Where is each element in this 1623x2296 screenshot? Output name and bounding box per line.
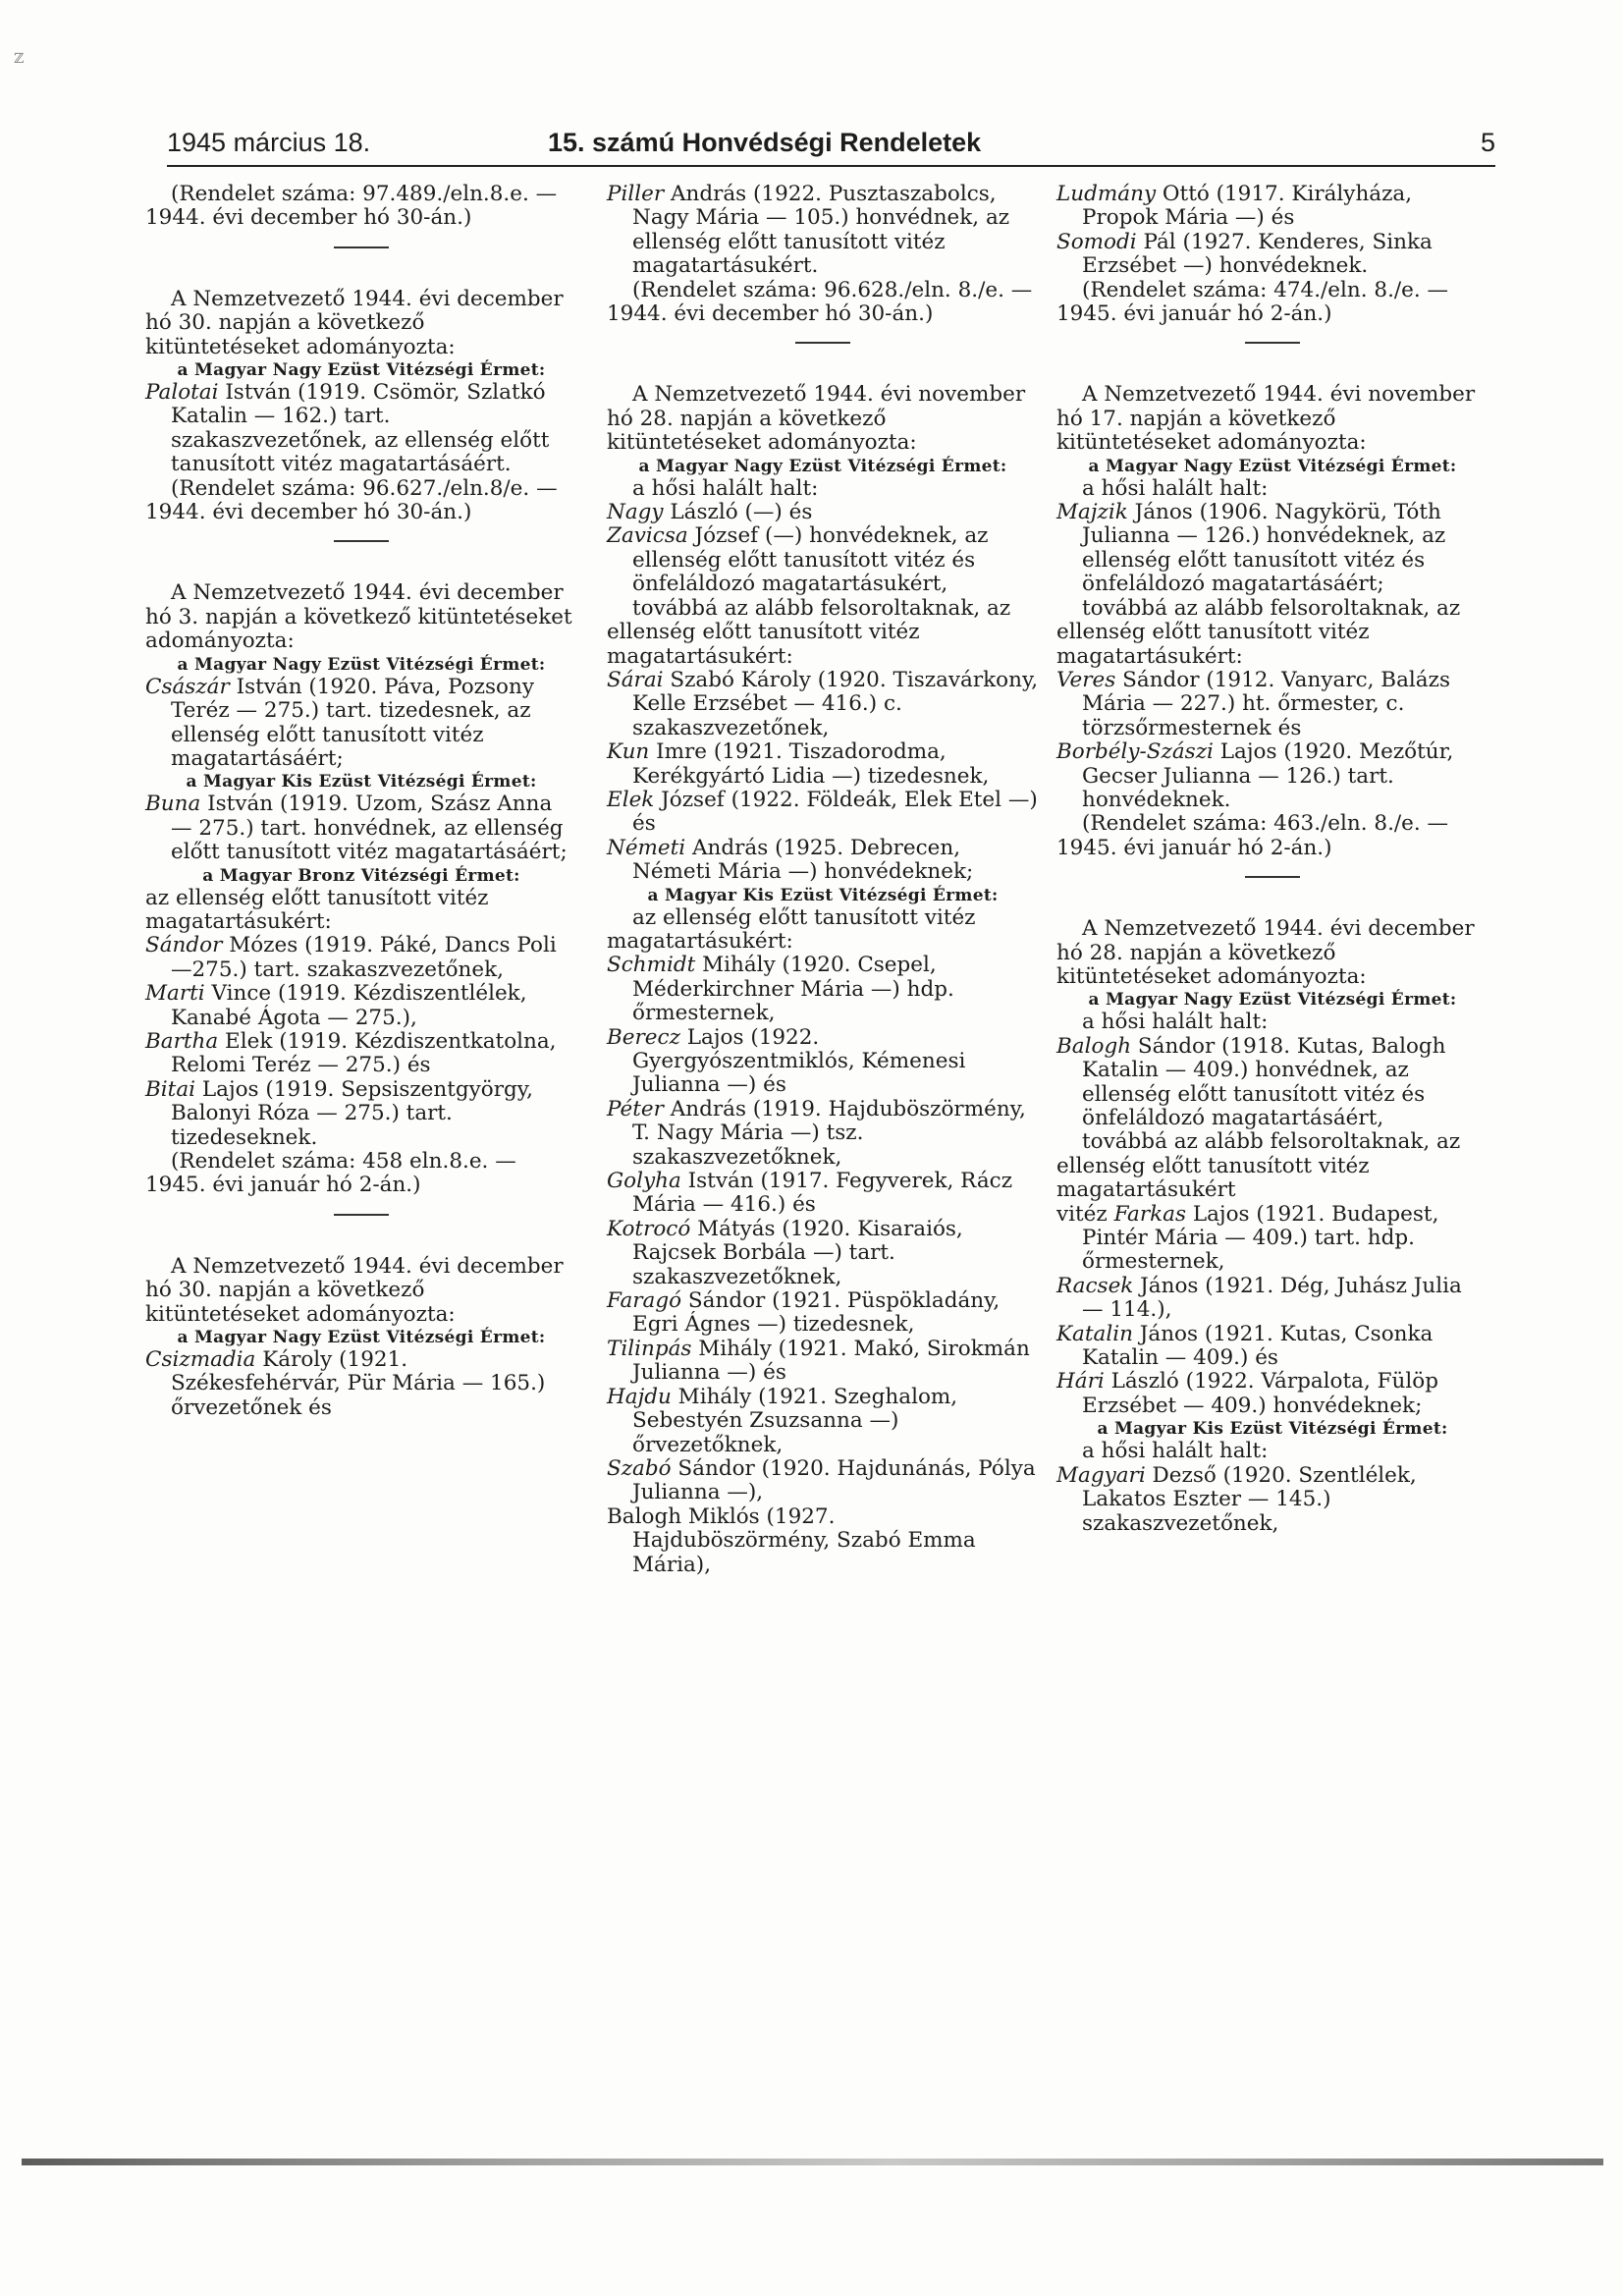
honoree-details: József (—) honvédeknek, az ellenség előtt tanusított vitéz és önfeláldozó magatartásukért,: [632, 523, 989, 597]
honoree-details: Lajos (1921. Budapest, Pintér Mária — 409.) tart. hdp. őrmesternek,: [1082, 1201, 1439, 1275]
honoree-details: Vince (1919. Kézdiszentlélek, Kanabé Ágota — 275.),: [171, 981, 527, 1030]
honoree-details: László (—) és: [663, 500, 813, 525]
honoree-entry: [145, 381, 577, 477]
honoree-name: Elek: [607, 787, 655, 812]
honoree-name: Magyari: [1056, 1462, 1146, 1488]
honoree-name: Katalin: [1056, 1321, 1133, 1346]
honoree-details: János (1906. Nagykörü, Tóth Julianna — 126.) honvédeknek, az ellenség előtt tanusított vitéz és önfeláldozó magatartásáért;: [1082, 500, 1446, 597]
honoree-name: Farkas: [1113, 1201, 1186, 1227]
citation-lead: továbbá az alább felsoroltaknak, az ellenség előtt tanusított vitéz magatartásukért:: [1056, 595, 1461, 669]
honoree-details: Sándor (1920. Hajdunánás, Pólya Julianna —),: [632, 1455, 1036, 1505]
honoree-details: Sándor (1912. Vanyarc, Balázs Mária — 227.) ht. őrmester, c. törzsőrmesternek és: [1082, 667, 1450, 740]
column-3: [1056, 183, 1488, 1536]
honoree-details: Lajos (1919. Sepsiszentgyörgy, Balonyi Róza — 275.) tart. tizedeseknek.: [171, 1076, 533, 1150]
honoree-details: Miklós (1927. Hajduböszörmény, Szabó Emma Mária),: [632, 1503, 976, 1577]
page-number: 5: [1480, 128, 1495, 157]
honoree-entry: [607, 524, 1039, 596]
honoree-entry: [1056, 669, 1488, 740]
decree-reference: (Rendelet száma: 96.627./eln.8/e. — 1944. évi december hó 30-án.): [145, 475, 558, 525]
honoree-details: László (1922. Várpalota, Fülöp Erzsébet — 409.) honvédeknek;: [1082, 1369, 1438, 1418]
honoree-details: Ottó (1917. Királyháza, Propok Mária —) és: [1082, 182, 1413, 231]
decree-intro: A Nemzetvezető 1944. évi december hó 3. napján a következő kitüntetéseket adományozta:: [145, 580, 572, 654]
honoree-details: János (1921. Kutas, Csonka Katalin — 409.) és: [1082, 1321, 1434, 1371]
honoree-entry: [145, 676, 577, 772]
honoree-entry: [607, 740, 1039, 789]
decree-intro: A Nemzetvezető 1944. évi november hó 28. napján a következő kitüntetéseket adományozta:: [607, 382, 1026, 456]
column-1: [145, 183, 577, 1420]
honoree-name: Borbély-Szászi: [1056, 739, 1214, 765]
honoree-name: Tilinpás: [607, 1336, 692, 1361]
decree-reference: (Rendelet száma: 463./eln. 8./e. — 1945. évi január hó 2-án.): [1056, 811, 1449, 860]
honoree-details: Szabó Károly (1920. Tiszavárkony, Kelle Erzsébet — 416.) c. szakaszvezetőnek,: [632, 667, 1039, 740]
honoree-name: Nagy: [607, 500, 664, 525]
award-heading: a Magyar Kis Ezüst Vitézségi Érmet:: [647, 885, 999, 905]
honoree-entry: [1056, 740, 1488, 812]
decree-reference: (Rendelet száma: 458 eln.8.e. — 1945. évi január hó 2-án.): [145, 1149, 516, 1198]
honoree-details: József (1922. Földeák, Elek Etel —) és: [632, 787, 1038, 837]
section-divider: [334, 1214, 389, 1216]
honoree-entry: [607, 669, 1039, 740]
award-heading: a Magyar Nagy Ezüst Vitézségi Érmet:: [1088, 456, 1457, 476]
honoree-name: Kotrocó: [607, 1216, 691, 1241]
citation-lead: az ellenség előtt tanusított vitéz magatartásukért:: [607, 904, 976, 954]
honoree-entry: [607, 1338, 1039, 1386]
award-heading: a Magyar Nagy Ezüst Vitézségi Érmet:: [177, 654, 546, 675]
honoree-name: Majzik: [1056, 500, 1128, 525]
honoree-name: Palotai: [145, 380, 219, 406]
honoree-entry: [607, 1170, 1039, 1218]
honoree-entry: [145, 982, 577, 1030]
honoree-details: Sándor (1918. Kutas, Balogh Katalin — 409.) honvédnek, az ellenség előtt tanusított vitéz és önfeláldozó magatartásáért,: [1082, 1033, 1446, 1130]
citation-lead: a hősi halált halt:: [1082, 1439, 1269, 1464]
honoree-name: Veres: [1056, 667, 1116, 692]
citation-lead: a hősi halált halt:: [1082, 475, 1269, 501]
honoree-details: András (1922. Pusztaszabolcs, Nagy Mária — 105.) honvédnek, az ellenség előtt tanusított vitéz magatartásukért.: [632, 182, 1010, 279]
citation-lead: továbbá az alább felsoroltaknak, az ellenség előtt tanusított vitéz magatartásukért: [1056, 1129, 1461, 1203]
honoree-name: Zavicsa: [607, 523, 688, 549]
column-2: [607, 183, 1039, 1577]
honoree-details: István (1917. Fegyverek, Rácz Mária — 416.) és: [632, 1169, 1013, 1218]
publication-title: 15. számú Honvédségi Rendeletek: [548, 128, 982, 157]
honoree-name: Szabó: [607, 1455, 672, 1481]
honoree-details: András (1919. Hajduböszörmény, T. Nagy Mária —) tsz. szakaszvezetőknek,: [632, 1096, 1026, 1170]
decree-intro: A Nemzetvezető 1944. évi november hó 17. napján a következő kitüntetéseket adományozta:: [1056, 382, 1476, 456]
award-heading: a Magyar Nagy Ezüst Vitézségi Érmet:: [177, 1328, 546, 1348]
honoree-entry: [145, 793, 577, 864]
decree-reference: (Rendelet száma: 97.489./eln.8.e. — 1944. évi december hó 30-án.): [145, 182, 558, 231]
honoree-name: Balogh: [607, 1503, 682, 1529]
honoree-details: Sándor (1921. Püspökladány, Egri Ágnes —) tizedesnek,: [632, 1288, 1001, 1338]
honoree-entry: [607, 1218, 1039, 1289]
citation-lead: a hősi halált halt:: [632, 475, 819, 501]
honoree-entry: [607, 789, 1039, 837]
honoree-name: Buna: [145, 792, 201, 817]
honoree-entry: [1056, 1323, 1488, 1371]
honoree-entry: [145, 1030, 577, 1078]
issue-date: 1945 március 18.: [167, 128, 371, 157]
honoree-entry: [1056, 1464, 1488, 1536]
honoree-name: Kun: [607, 739, 650, 765]
award-heading: a Magyar Bronz Vitézségi Érmet:: [202, 865, 520, 886]
section-divider: [1245, 342, 1300, 344]
honoree-entry: [1056, 231, 1488, 279]
honoree-details: Lajos (1920. Mezőtúr, Gecser Julianna — 126.) tart. honvédeknek.: [1082, 739, 1454, 812]
honoree-details: Mózes (1919. Páké, Dancs Poli —275.) tart. szakaszvezetőnek,: [171, 933, 557, 982]
honoree-prefix: vitéz: [1056, 1201, 1114, 1227]
honoree-details: Mihály (1920. Csepel, Méderkirchner Mária —) hdp. őrmesternek,: [632, 953, 954, 1026]
honoree-details: Károly (1921. Székesfehérvár, Pür Mária — 165.) őrvezetőnek és: [171, 1347, 546, 1420]
award-heading: a Magyar Nagy Ezüst Vitézségi Érmet:: [638, 456, 1007, 476]
honoree-name: Sándor: [145, 933, 223, 958]
honoree-name: Hajdu: [607, 1384, 672, 1409]
decree-intro: A Nemzetvezető 1944. évi december hó 28. napján a következő kitüntetéseket adományozta:: [1056, 916, 1475, 989]
honoree-name: Csizmadia: [145, 1347, 256, 1373]
decree-reference: (Rendelet száma: 96.628./eln. 8./e. — 1944. évi december hó 30-án.): [607, 277, 1033, 327]
section-divider: [1245, 876, 1300, 878]
honoree-details: Pál (1927. Kenderes, Sinka Erzsébet —) honvédeknek.: [1082, 229, 1433, 279]
section-divider: [334, 246, 389, 248]
honoree-details: Mihály (1921. Szeghalom, Sebestyén Zsuzsanna —) őrvezetőknek,: [632, 1384, 958, 1457]
honoree-entry: [1056, 1203, 1488, 1275]
honoree-entry: [607, 1098, 1039, 1170]
honoree-name: Marti: [145, 981, 205, 1007]
page-bottom-rule: [22, 2159, 1603, 2165]
award-heading: a Magyar Kis Ezüst Vitézségi Érmet:: [1097, 1419, 1448, 1440]
honoree-entry: [607, 1505, 1039, 1577]
honoree-details: Elek (1919. Kézdiszentkatolna, Relomi Teréz — 275.) és: [171, 1028, 557, 1078]
citation-lead: továbbá az alább felsoroltaknak, az ellenség előtt tanusított vitéz magatartásukért:: [607, 595, 1011, 669]
honoree-entry: [1056, 1275, 1488, 1323]
honoree-name: Berecz: [607, 1024, 680, 1050]
honoree-name: Sárai: [607, 667, 664, 692]
honoree-name: Golyha: [607, 1169, 681, 1194]
honoree-entry: [1056, 1035, 1488, 1131]
honoree-entry: [145, 1078, 577, 1150]
honoree-name: Császár: [145, 674, 230, 699]
honoree-details: Lajos (1922. Gyergyószentmiklós, Kémenesi Julianna —) és: [632, 1024, 966, 1098]
honoree-name: Ludmány: [1056, 182, 1157, 206]
honoree-name: Somodi: [1056, 229, 1137, 254]
section-divider: [795, 342, 850, 344]
citation-lead: a hősi halált halt:: [1082, 1010, 1269, 1035]
corner-mark: ℤ: [14, 51, 25, 67]
honoree-entry: [1056, 501, 1488, 597]
honoree-details: István (1919. Uzom, Szász Anna — 275.) tart. honvédnek, az ellenség előtt tanusított vitéz magatartásáért;: [171, 792, 568, 865]
honoree-entry: [607, 1289, 1039, 1338]
honoree-entry: [1056, 1370, 1488, 1418]
award-heading: a Magyar Nagy Ezüst Vitézségi Érmet:: [177, 360, 546, 381]
page-header: [167, 126, 1495, 167]
honoree-details: István (1920. Páva, Pozsony Teréz — 275.) tart. tizedesnek, az ellenség előtt tanusított vitéz magatartásáért;: [171, 674, 534, 771]
honoree-entry: [1056, 183, 1488, 231]
honoree-entry: [607, 837, 1039, 885]
honoree-details: Mihály (1921. Makó, Sirokmán Julianna —) és: [632, 1336, 1030, 1386]
honoree-name: Balogh: [1056, 1033, 1132, 1059]
honoree-name: Schmidt: [607, 953, 696, 978]
honoree-details: István (1919. Csömör, Szlatkó Katalin — 162.) tart. szakaszvezetőnek, az ellenség előtt tanusított vitéz magatartásáért.: [171, 380, 550, 477]
honoree-entry: [607, 1457, 1039, 1505]
honoree-name: Faragó: [607, 1288, 682, 1314]
honoree-entry: [145, 934, 577, 982]
honoree-details: Imre (1921. Tiszadorodma, Kerékgyártó Lidia —) tizedesnek,: [632, 739, 990, 789]
honoree-entry: [607, 954, 1039, 1025]
honoree-name: Hári: [1056, 1369, 1105, 1394]
citation-lead: az ellenség előtt tanusított vitéz magatartásukért:: [145, 885, 489, 934]
decree-intro: A Nemzetvezető 1944. évi december hó 30. napján a következő kitüntetéseket adományozta:: [145, 286, 564, 359]
honoree-name: Bartha: [145, 1028, 219, 1054]
honoree-entry: [607, 501, 1039, 524]
honoree-name: Piller: [607, 182, 665, 206]
honoree-name: Németi: [607, 835, 686, 860]
decree-intro: A Nemzetvezető 1944. évi december hó 30. napján a következő kitüntetéseket adományozta:: [145, 1253, 564, 1327]
honoree-entry: [607, 1386, 1039, 1457]
honoree-entry: [607, 183, 1039, 279]
honoree-entry: [607, 1026, 1039, 1098]
honoree-details: János (1921. Dég, Juhász Julia — 114.),: [1082, 1273, 1462, 1323]
award-heading: a Magyar Kis Ezüst Vitézségi Érmet:: [186, 772, 537, 793]
section-divider: [334, 540, 389, 542]
honoree-details: András (1925. Debrecen, Németi Mária —) honvédeknek;: [632, 835, 974, 885]
honoree-entry: [145, 1348, 577, 1420]
decree-reference: (Rendelet száma: 474./eln. 8./e. — 1945. évi január hó 2-án.): [1056, 277, 1449, 327]
honoree-name: Bitai: [145, 1076, 196, 1102]
honoree-name: Racsek: [1056, 1273, 1134, 1298]
honoree-name: Péter: [607, 1096, 664, 1121]
honoree-details: Mátyás (1920. Kisaraiós, Rajcsek Borbála —) tart. szakaszvezetőknek,: [632, 1216, 963, 1289]
award-heading: a Magyar Nagy Ezüst Vitézségi Érmet:: [1088, 990, 1457, 1011]
honoree-details: Dezső (1920. Szentlélek, Lakatos Eszter — 145.) szakaszvezetőnek,: [1082, 1462, 1417, 1536]
